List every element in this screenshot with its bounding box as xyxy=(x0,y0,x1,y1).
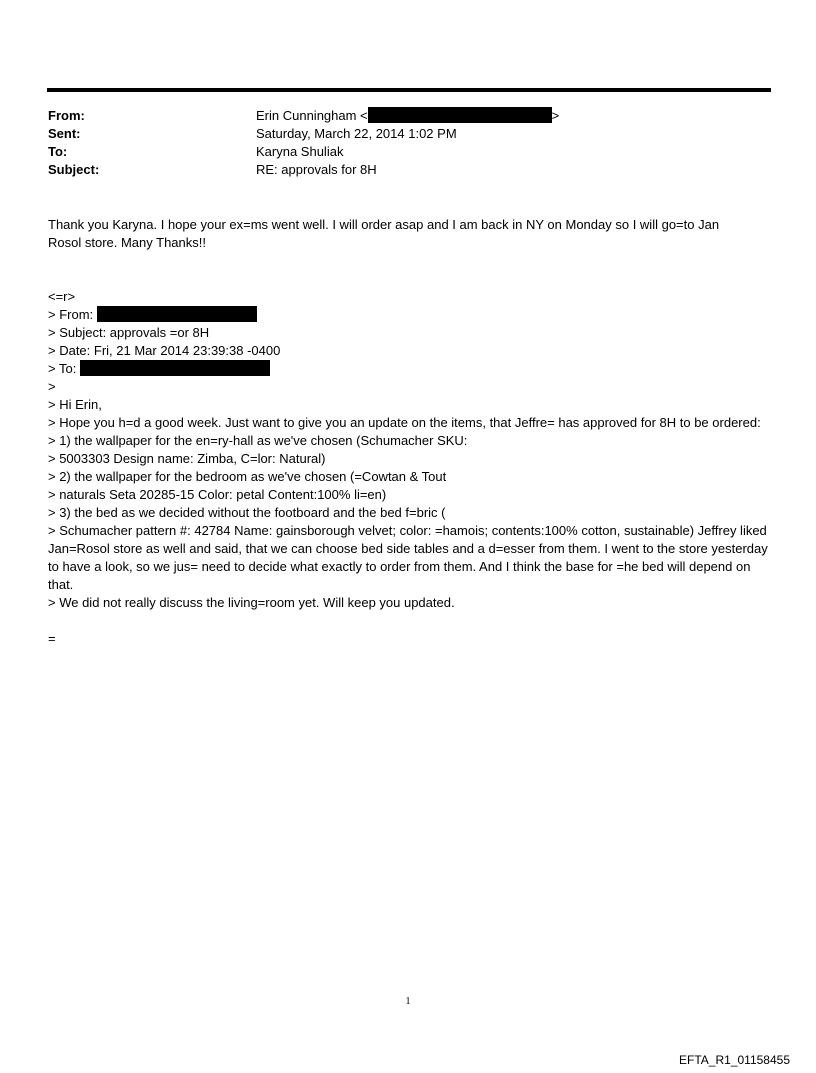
quoted-item: > 5003303 Design name: Zimba, C=lor: Natural) xyxy=(48,451,326,466)
quoted-item: > 2) the wallpaper for the bedroom as we've chosen (=Cowtan & Tout xyxy=(48,469,447,484)
header-rule xyxy=(47,88,771,92)
sent-value: Saturday, March 22, 2014 1:02 PM xyxy=(256,126,457,141)
quoted-paragraph: > Hope you h=d a good week. Just want to give you an update on the items, that Jeffre= has approved for 8H to be ordered: xyxy=(48,415,761,430)
quoted-greeting: > Hi Erin, xyxy=(48,397,102,412)
spacer xyxy=(48,612,768,630)
quoted-to: > To: xyxy=(48,360,768,378)
quoted-blank: > xyxy=(48,379,56,394)
email-header xyxy=(48,107,768,179)
redacted-sender xyxy=(97,306,257,322)
quoted-message xyxy=(48,288,768,648)
subject-value: RE: approvals for 8H xyxy=(256,162,377,177)
quote-marker: <=r> xyxy=(48,289,76,304)
quoted-item: > naturals Seta 20285-15 Color: petal Content:100% li=en) xyxy=(48,487,387,502)
redacted-email xyxy=(368,107,552,123)
subject-row xyxy=(48,161,768,179)
quoted-item: > Schumacher pattern #: 42784 Name: gainsborough velvet; color: =hamois; contents:100% cotton, sustainable) Jeffrey liked Jan=Rosol store as well and said, that we can choose bed side tables and a d=esser from them. I went to the store yesterday to have a look, so we jus= need to decide what exactly to order from them. And I think the base for =he bed will depend on that. xyxy=(48,523,768,592)
from-row xyxy=(48,107,768,125)
to-label: To: xyxy=(48,144,68,159)
subject-label: Subject: xyxy=(48,162,100,177)
to-row xyxy=(48,143,768,161)
quoted-subject: > Subject: approvals =or 8H xyxy=(48,325,210,340)
from-label: From: xyxy=(48,108,85,123)
quoted-date: > Date: Fri, 21 Mar 2014 23:39:38 -0400 xyxy=(48,343,281,358)
sent-label: Sent: xyxy=(48,126,81,141)
from-name: Erin Cunningham < xyxy=(256,108,368,123)
quoted-from: > From: xyxy=(48,306,768,324)
reply-body xyxy=(48,216,768,252)
quoted-trailer: = xyxy=(48,631,56,646)
to-value: Karyna Shuliak xyxy=(256,144,344,159)
redacted-recipient xyxy=(80,360,270,376)
from-bracket: > xyxy=(551,108,560,123)
quoted-item: > 1) the wallpaper for the en=ry-hall as we've chosen (Schumacher SKU: xyxy=(48,433,468,448)
reply-line: Rosol store. Many Thanks!! xyxy=(48,235,206,250)
page-number: 1 xyxy=(405,996,411,1007)
from-value xyxy=(256,107,768,125)
quoted-closing: > We did not really discuss the living=room yet. Will keep you updated. xyxy=(48,595,455,610)
sent-row xyxy=(48,125,768,143)
document-id: EFTA_R1_01158455 xyxy=(679,1053,790,1067)
quoted-item: > 3) the bed as we decided without the footboard and the bed f=bric ( xyxy=(48,505,446,520)
reply-line: Thank you Karyna. I hope your ex=ms went well. I will order asap and I am back in NY on Monday so I will go=to Jan xyxy=(48,217,720,232)
